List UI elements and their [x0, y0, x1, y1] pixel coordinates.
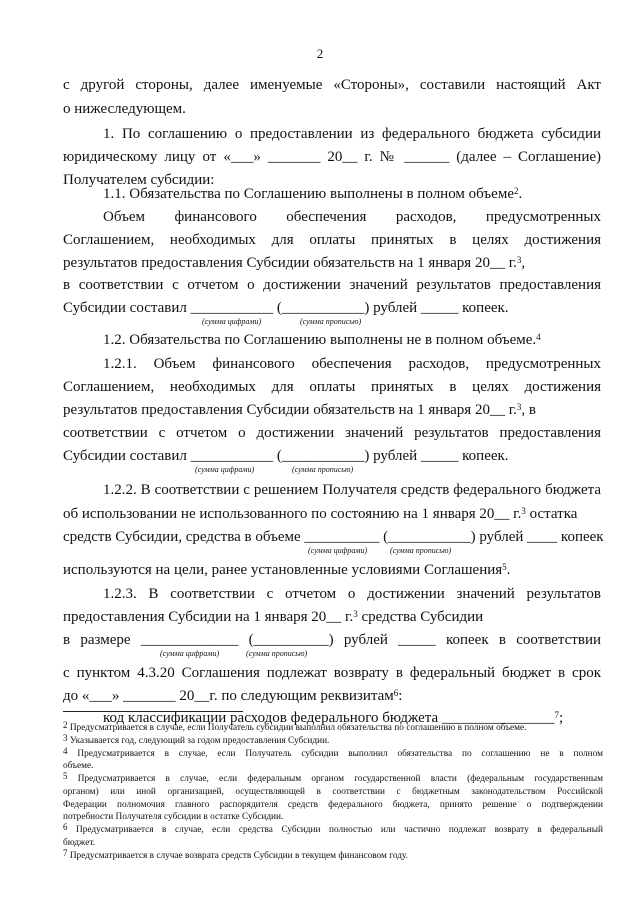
footnote: Федерации полномочия главного распорядителя средств федерального бюджета, принято решение о подтверждении — [63, 800, 603, 810]
text-span: . — [506, 562, 511, 578]
text-span: об использовании не использованного по состоянию на 1 января 20__ г. — [63, 506, 522, 522]
text-line — [103, 185, 640, 204]
footnote: бюджет. — [63, 838, 96, 848]
footnote-ref: 6 — [393, 688, 399, 698]
caption-sum-words: (сумма прописью) — [390, 546, 452, 555]
text-line — [63, 561, 601, 580]
caption-sum-digits: (сумма цифрами) — [308, 546, 368, 555]
footnote: органом) или иной организацией, осуществляющей в соответствии с бюджетным законодательством Российской — [63, 787, 603, 797]
footnote: объеме. — [63, 761, 94, 771]
footnote-number: 7 — [63, 848, 68, 858]
text-line: Получателем субсидии: — [63, 172, 215, 188]
footnote-text: Предусматривается в случае, если Получатель субсидии выполнил обязательства по соглашению в полном объеме. — [69, 723, 527, 733]
text-line: с пунктом 4.3.20 Соглашения подлежат возврату в федеральный бюджет в срок — [63, 665, 601, 681]
text-line: Субсидии составил ___________ (___________) рублей _____ копеек. — [63, 448, 509, 464]
footnote-text: Указывается год, следующий за годом предоставления Субсидии. — [69, 736, 330, 746]
text-line: Соглашением, необходимых для оплаты принятых в целях достижения — [63, 379, 601, 395]
text-line: средств Субсидии, средства в объеме __________ (___________) рублей ____ копеек — [63, 529, 604, 545]
text-line — [63, 687, 601, 706]
text-span: , — [521, 255, 526, 271]
footnote-text: Предусматривается в случае, если федеральным органом государственной власти (федеральным государственным — [77, 774, 603, 784]
footnote-divider — [63, 711, 243, 712]
text-span: остатка — [529, 506, 578, 522]
text-span: . — [518, 186, 523, 202]
text-span: , в — [521, 402, 537, 418]
footnote-number: 3 — [63, 733, 68, 743]
caption-sum-words: (сумма прописью) — [300, 317, 362, 326]
footnote-ref: 3 — [521, 506, 526, 516]
footnote-number: 6 — [63, 822, 68, 832]
text-line — [63, 254, 601, 273]
text-span: используются на цели, ранее установленные условиями Соглашения — [63, 562, 503, 578]
text-line — [63, 505, 601, 524]
page-number: 2 — [316, 46, 324, 61]
text-line: с другой стороны, далее именуемые «Стороны», составили настоящий Акт — [63, 77, 601, 93]
text-span: 1.2. Обязательства по Соглашению выполнены не в полном объеме. — [103, 332, 537, 348]
text-line: о нижеследующем. — [63, 101, 186, 117]
footnote-number: 2 — [63, 720, 68, 730]
text-line: 1.2.2. В соответствии с решением Получателя средств федерального бюджета — [103, 482, 601, 498]
footnote — [63, 722, 603, 735]
caption-sum-digits: (сумма цифрами) — [160, 649, 220, 658]
footnote-text: Предусматривается в случае возврата средств Субсидии в текущем финансовом году. — [69, 851, 408, 861]
text-span: до «___» _______ 20__г. по следующим реквизитам — [63, 688, 394, 704]
caption-sum-words: (сумма прописью) — [246, 649, 308, 658]
text-line — [63, 401, 601, 420]
text-line — [103, 331, 640, 350]
caption-sum-words: (сумма прописью) — [292, 465, 354, 474]
footnote-ref: 3 — [516, 255, 522, 265]
footnote-text: Предусматривается в случае, если средства Субсидии полностью или частично подлежат возврату в федеральный — [76, 825, 604, 835]
footnote-text: Предусматривается в случае, если Получатель субсидии выполнил обязательства по соглашению не в полном — [77, 749, 604, 759]
caption-sum-digits: (сумма цифрами) — [202, 317, 262, 326]
text-span: : — [398, 688, 403, 704]
text-line: в размере _____________ (__________) рублей _____ копеек в соответствии — [63, 632, 601, 648]
footnote-ref: 5 — [502, 562, 507, 572]
text-span: результатов предоставления Субсидии обязательств на 1 января 20__ г. — [63, 255, 517, 271]
footnote-number: 4 — [63, 746, 68, 756]
text-line: 1.2.1. Объем финансового обеспечения расходов, предусмотренных — [103, 356, 601, 372]
text-line: 1. По соглашению о предоставлении из федерального бюджета субсидии — [103, 126, 601, 142]
footnote — [63, 850, 603, 863]
text-line: Субсидии составил ___________ (___________) рублей _____ копеек. — [63, 300, 509, 316]
text-line — [63, 608, 601, 627]
text-span: ; — [558, 710, 564, 726]
text-line: Объем финансового обеспечения расходов, предусмотренных — [103, 209, 601, 225]
text-span: предоставления Субсидии на 1 января 20__ г. — [63, 609, 354, 625]
footnote-ref: 3 — [353, 609, 358, 619]
footnote: потребности Получателя субсидии в остатке Субсидии. — [63, 812, 284, 822]
text-span: код классификации расходов федерального бюджета _______________ — [103, 710, 555, 726]
text-span: результатов предоставления Субсидии обязательств на 1 января 20__ г. — [63, 402, 517, 418]
text-span: 1.1. Обязательства по Соглашению выполнены в полном объеме — [103, 186, 514, 202]
text-line: юридическому лицу от «___» _______ 20__ г. № ______ (далее – Соглашение) — [63, 149, 601, 165]
footnote-ref: 7 — [554, 710, 559, 720]
footnote-ref: 4 — [536, 332, 541, 342]
footnote-number: 5 — [63, 771, 68, 781]
caption-sum-digits: (сумма цифрами) — [195, 465, 255, 474]
text-line: в соответствии с отчетом о достижении значений результатов предоставления — [63, 277, 601, 293]
text-line: соответствии с отчетом о достижении значений результатов предоставления — [63, 425, 601, 441]
footnote — [63, 735, 603, 748]
footnote — [63, 773, 603, 786]
footnote — [63, 748, 603, 761]
text-line: 1.2.3. В соответствии с отчетом о достижении значений результатов — [103, 586, 601, 602]
footnote-ref: 3 — [516, 402, 522, 412]
text-line: Соглашением, необходимых для оплаты принятых в целях достижения — [63, 232, 601, 248]
footnote — [63, 824, 603, 837]
footnote-ref: 2 — [513, 186, 519, 196]
text-span: средства Субсидии — [361, 609, 484, 625]
